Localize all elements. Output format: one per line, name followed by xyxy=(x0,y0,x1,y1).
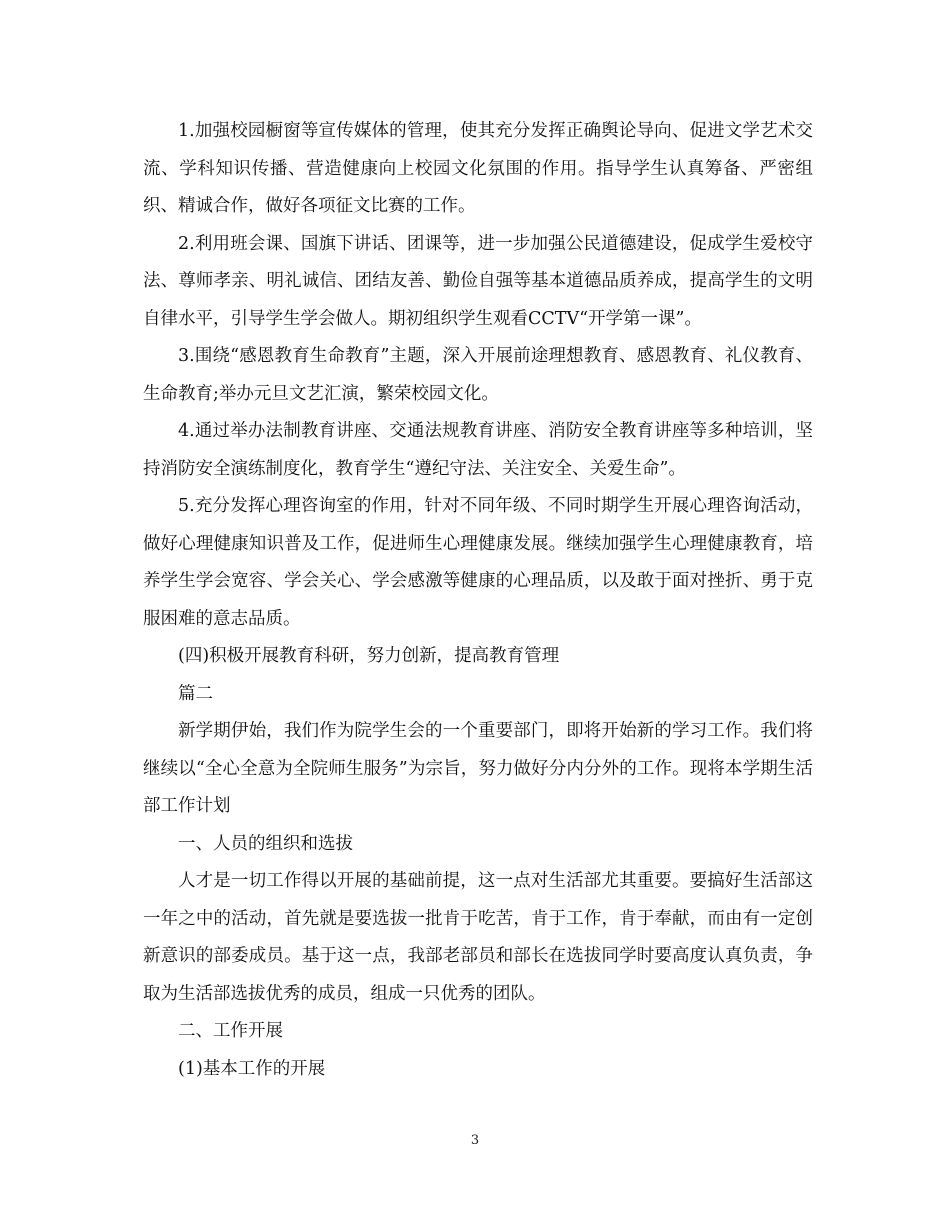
paragraph-item-1: 1.加强校园橱窗等宣传媒体的管理，使其充分发挥正确舆论导向、促进文学艺术交流、学科知识传播、营造健康向上校园文化氛围的作用。指导学生认真筹备、严密组织、精诚合作，做好各项征文比赛的工作。 xyxy=(143,121,813,216)
paragraph-item-4: 4.通过举办法制教育讲座、交通法规教育讲座、消防安全教育讲座等多种培训，坚持消防安全演练制度化，教育学生“遵纪守法、关注安全、关爱生命”。 xyxy=(143,421,813,479)
section-heading-4: (四)积极开展教育科研，努力创新，提高教育管理 xyxy=(178,646,560,666)
section-heading-1: 一、人员的组织和选拔 xyxy=(178,833,353,854)
intro-paragraph: 新学期伊始，我们作为院学生会的一个重要部门，即将开始新的学习工作。我们将继续以“全心全意为全院师生服务”为宗旨，努力做好分内分外的工作。现将本学期生活部工作计划 xyxy=(143,721,813,816)
page-number: 3 xyxy=(470,1133,480,1148)
personnel-paragraph: 人才是一切工作得以开展的基础前提，这一点对生活部尤其重要。要搞好生活部这一年之中的活动，首先就是要选拔一批肯于吃苦，肯于工作，肯于奉献，而由有一定创新意识的部委成员。基于这一点，我部老部员和部长在选拔同学时要高度认真负责，争取为生活部选拔优秀的成员，组成一只优秀的团队。 xyxy=(143,871,813,1004)
paragraph-item-2: 2.利用班会课、国旗下讲话、团课等，进一步加强公民道德建设，促成学生爱校守法、尊师孝亲、明礼诚信、团结友善、勤俭自强等基本道德品质养成，提高学生的文明自律水平，引导学生学会做人。期初组织学生观看CCTV“开学第一课”。 xyxy=(143,233,813,329)
paragraph-item-3: 3.围绕“感恩教育生命教育”主题，深入开展前途理想教育、感恩教育、礼仪教育、生命教育;举办元旦文艺汇演，繁荣校园文化。 xyxy=(143,346,813,404)
paragraph-item-5: 5.充分发挥心理咨询室的作用，针对不同年级、不同时期学生开展心理咨询活动，做好心理健康知识普及工作，促进师生心理健康发展。继续加强学生心理健康教育，培养学生学会宽容、学会关心、学会感激等健康的心理品质，以及敢于面对挫折、勇于克服困难的意志品质。 xyxy=(143,496,813,629)
section-heading-2: 二、工作开展 xyxy=(178,1021,283,1041)
document-body xyxy=(143,113,813,1088)
part-heading: 篇二 xyxy=(178,683,213,704)
subsection-heading-1: (1)基本工作的开展 xyxy=(178,1058,326,1079)
